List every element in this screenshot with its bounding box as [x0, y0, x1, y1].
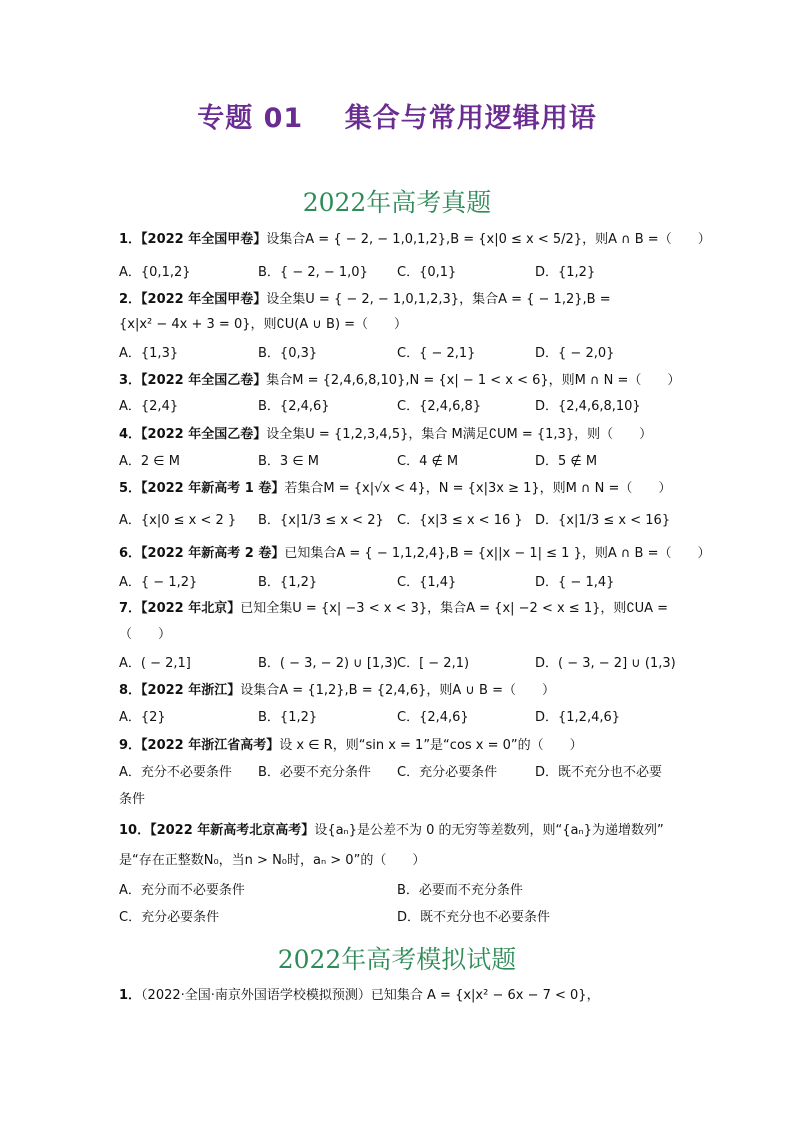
question-3: 3．【2022 年全国乙卷】集合M = {2,4,6,8,10},N = {x| − 1 < x < 6}，则M ∩ N =（ ） [119, 373, 681, 388]
question-5-option-a: A．{x|0 ≤ x < 2 } [119, 513, 237, 528]
question-9-option-c: C．充分必要条件 [397, 765, 498, 780]
question-9-option-b: B．必要不充分条件 [258, 765, 371, 780]
question-2: 2．【2022 年全国甲卷】设全集U = { − 2, − 1,0,1,2,3}，集合A = { − 1,2},B = [119, 292, 611, 307]
question-8-option-a: A．{2} [119, 710, 166, 725]
question-1-option-d: D．{1,2} [535, 265, 596, 280]
question-6-option-b: B．{1,2} [258, 575, 318, 590]
question-8-option-c: C．{2,4,6} [397, 710, 469, 725]
question-5: 5．【2022 年新高考 1 卷】若集合M = {x|√x < 4}，N = {x|3x ≥ 1}，则M ∩ N =（ ） [119, 481, 672, 496]
question-2-option-b: B．{0,3} [258, 346, 318, 361]
question-8: 8．【2022 年浙江】设集合A = {1,2},B = {2,4,6}，则A ∪ B =（ ） [119, 683, 555, 698]
question-10: 10．【2022 年新高考北京高考】设{aₙ}是公差不为 0 的无穷等差数列，则“{aₙ}为递增数列” [119, 823, 664, 838]
question-6-option-a: A．{ − 1,2} [119, 575, 198, 590]
question-5-option-d: D．{x|1/3 ≤ x < 16} [535, 513, 671, 528]
question-4-option-a: A．2 ∈ M [119, 454, 180, 469]
question-10-option-c: C．充分必要条件 [119, 910, 220, 925]
question-3-option-d: D．{2,4,6,8,10} [535, 399, 641, 414]
section-title-real-exams: 2022年高考真题 [302, 188, 492, 217]
question-1-option-b: B．{ − 2, − 1,0} [258, 265, 368, 280]
question-4-option-b: B．3 ∈ M [258, 454, 319, 469]
question-2-continued: {x|x² − 4x + 3 = 0}，则∁U(A ∪ B) =（ ） [119, 317, 408, 332]
question-2-option-c: C．{ − 2,1} [397, 346, 476, 361]
question-9: 9．【2022 年浙江省高考】设 x ∈ R，则“sin x = 1”是“cos x = 0”的（ ） [119, 738, 583, 753]
question-7-option-d: D．( − 3, − 2] ∪ (1,3) [535, 656, 676, 671]
question-6: 6．【2022 年新高考 2 卷】已知集合A = { − 1,1,2,4},B = {x||x − 1| ≤ 1 }，则A ∩ B =（ ） [119, 546, 711, 561]
question-9-option-d-continued: 条件 [119, 792, 146, 807]
document-title: 专题 01 集合与常用逻辑用语 [197, 103, 597, 134]
section-title-simulation-exams: 2022年高考模拟试题 [277, 945, 517, 974]
question-5-option-c: C．{x|3 ≤ x < 16 } [397, 513, 523, 528]
question-4-option-c: C．4 ∉ M [397, 454, 459, 469]
question-2-option-a: A．{1,3} [119, 346, 179, 361]
question-1-option-a: A．{0,1,2} [119, 265, 191, 280]
question-7-option-c: C．[ − 2,1) [397, 656, 470, 671]
question-9-option-d: D．既不充分也不必要 [535, 765, 663, 780]
question-3-option-c: C．{2,4,6,8} [397, 399, 482, 414]
question-5-option-b: B．{x|1/3 ≤ x < 2} [258, 513, 384, 528]
question-10-option-b: B．必要而不充分条件 [397, 883, 523, 898]
question-2-option-d: D．{ − 2,0} [535, 346, 615, 361]
question-8-option-b: B．{1,2} [258, 710, 318, 725]
question-7-option-b: B．( − 3, − 2) ∪ [1,3) [258, 656, 398, 671]
question-3-option-a: A．{2,4} [119, 399, 179, 414]
question-1: 1．【2022 年全国甲卷】设集合A = { − 2, − 1,0,1,2},B = {x|0 ≤ x < 5/2}，则A ∩ B =（ ） [119, 232, 711, 247]
question-9-option-a: A．充分不必要条件 [119, 765, 232, 780]
question-7: 7．【2022 年北京】已知全集U = {x| −3 < x < 3}，集合A = {x| −2 < x ≤ 1}，则∁UA = [119, 601, 669, 616]
question-10-option-d: D．既不充分也不必要条件 [397, 910, 551, 925]
question-6-option-d: D．{ − 1,4} [535, 575, 615, 590]
question-4-option-d: D．5 ∉ M [535, 454, 598, 469]
question-6-option-c: C．{1,4} [397, 575, 457, 590]
question-10-option-a: A．充分而不必要条件 [119, 883, 245, 898]
question-8-option-d: D．{1,2,4,6} [535, 710, 621, 725]
question-1-option-c: C．{0,1} [397, 265, 457, 280]
question-10-continued: 是“存在正整数N₀，当n > N₀时，aₙ > 0”的（ ） [119, 853, 426, 868]
question-7-option-a: A．( − 2,1] [119, 656, 191, 671]
question-4: 4．【2022 年全国乙卷】设全集U = {1,2,3,4,5}，集合 M满足∁UM = {1,3}，则（ ） [119, 427, 653, 442]
question-7-continued: （ ） [119, 627, 172, 642]
question-3-option-b: B．{2,4,6} [258, 399, 330, 414]
sim-question-1: 1．（2022·全国·南京外国语学校模拟预测）已知集合 A = {x|x² − 6x − 7 < 0}， [119, 988, 600, 1003]
